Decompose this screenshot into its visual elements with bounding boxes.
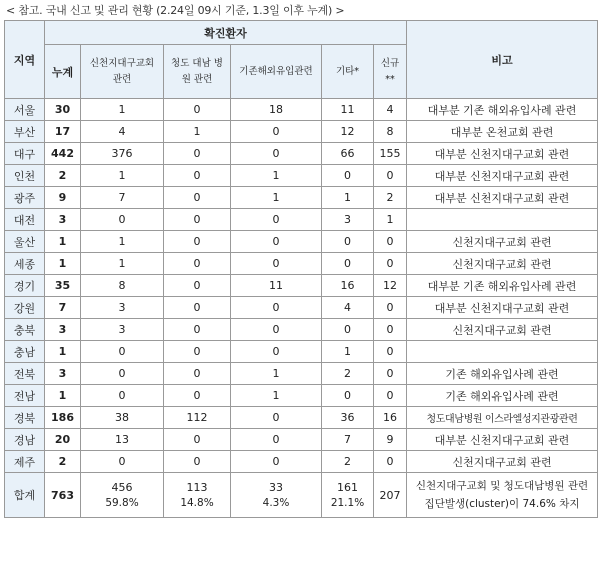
cell-cheongdo: 0 [164,297,231,319]
cell-cheongdo-total [164,473,231,518]
value: 456 [111,481,133,494]
cell-overseas: 0 [231,297,322,319]
cell-region: 대전 [5,209,45,231]
cell-total: 17 [45,121,81,143]
cell-note: 청도대남병원 이스라엘성지관광관련 [407,407,598,429]
cell-region: 충북 [5,319,45,341]
table-row [5,143,598,165]
cell-new: 0 [374,165,407,187]
cell-shincheonji: 13 [81,429,164,451]
cell-cheongdo: 0 [164,451,231,473]
percent: 21.1% [330,497,365,509]
cell-cheongdo: 0 [164,319,231,341]
cell-other: 1 [322,341,374,363]
cell-cheongdo: 0 [164,341,231,363]
table-caption: < 참고. 국내 신고 및 관리 현황 (2.24일 09시 기준, 1.3일 이후 누계) > [6,4,345,17]
cell-other: 4 [322,297,374,319]
cell-other: 0 [322,385,374,407]
table-row [5,341,598,363]
table-row [5,187,598,209]
cell-cheongdo: 0 [164,99,231,121]
cell-overseas: 1 [231,363,322,385]
cell-cheongdo: 0 [164,187,231,209]
cell-total: 7 [45,297,81,319]
header-total: 누계 [45,45,81,99]
value: 113 [186,481,208,494]
table-row [5,385,598,407]
cell-other: 12 [322,121,374,143]
cell-region: 강원 [5,297,45,319]
table-row [5,319,598,341]
cell-new: 0 [374,297,407,319]
cell-new-total: 207 [374,473,407,518]
cell-other: 2 [322,363,374,385]
cell-overseas: 0 [231,143,322,165]
cell-new: 0 [374,341,407,363]
cell-new: 0 [374,385,407,407]
cell-cheongdo: 1 [164,121,231,143]
cell-overseas: 0 [231,451,322,473]
cell-total: 3 [45,209,81,231]
cell-overseas: 0 [231,231,322,253]
cell-region: 부산 [5,121,45,143]
header-new: 신규 ** [374,45,407,99]
cell-region: 광주 [5,187,45,209]
cell-shincheonji: 376 [81,143,164,165]
table-row [5,297,598,319]
cell-cheongdo: 0 [164,385,231,407]
cell-other: 2 [322,451,374,473]
cell-total: 1 [45,231,81,253]
cell-note: 대부분 기존 해외유입사례 관련 [407,275,598,297]
cell-total: 35 [45,275,81,297]
percent: 4.3% [262,497,290,509]
cell-cheongdo: 0 [164,143,231,165]
cell-new: 0 [374,231,407,253]
cell-total: 1 [45,253,81,275]
cell-total: 3 [45,363,81,385]
header-other: 기타* [322,45,374,99]
cell-total: 9 [45,187,81,209]
table-row [5,121,598,143]
cell-total: 186 [45,407,81,429]
cell-note: 기존 해외유입사례 관련 [407,385,598,407]
table-row [5,231,598,253]
cell-new: 0 [374,319,407,341]
cell-shincheonji: 7 [81,187,164,209]
cell-region: 경남 [5,429,45,451]
cell-overseas: 18 [231,99,322,121]
header-confirmed-group: 확진환자 [45,21,407,45]
cell-note: 대부분 온천교회 관련 [407,121,598,143]
header-shincheonji: 신천지대구교회 관련 [81,45,164,99]
table-row [5,429,598,451]
cell-overseas: 0 [231,319,322,341]
cell-note: 대부분 신천지대구교회 관련 [407,297,598,319]
cell-overseas: 0 [231,429,322,451]
cell-shincheonji: 0 [81,385,164,407]
header-region: 지역 [5,21,45,99]
cell-note-total: 신천지대구교회 및 청도대남병원 관련 집단발생(cluster)이 74.6% 차지 [407,473,598,518]
cell-region: 제주 [5,451,45,473]
table-row [5,253,598,275]
cell-total: 3 [45,319,81,341]
cell-overseas: 11 [231,275,322,297]
cell-shincheonji: 8 [81,275,164,297]
cell-cheongdo: 0 [164,209,231,231]
cell-total: 2 [45,165,81,187]
cell-other: 16 [322,275,374,297]
cell-other: 36 [322,407,374,429]
cell-note: 신천지대구교회 관련 [407,319,598,341]
cell-shincheonji: 0 [81,209,164,231]
cell-overseas-total [231,473,322,518]
cell-overseas: 0 [231,407,322,429]
cell-region: 인천 [5,165,45,187]
cell-shincheonji: 1 [81,253,164,275]
header-cheongdo: 청도 대남 병원 관련 [164,45,231,99]
cell-cheongdo: 0 [164,363,231,385]
cell-new: 1 [374,209,407,231]
cell-other: 7 [322,429,374,451]
cell-note [407,209,598,231]
cell-shincheonji: 3 [81,319,164,341]
value: 33 [269,481,283,494]
cell-shincheonji: 0 [81,363,164,385]
cell-note: 대부분 신천지대구교회 관련 [407,187,598,209]
cell-total-sum: 763 [45,473,81,518]
cell-note: 신천지대구교회 관련 [407,253,598,275]
cell-new: 4 [374,99,407,121]
cell-new: 12 [374,275,407,297]
cell-other: 0 [322,165,374,187]
cell-cheongdo: 0 [164,275,231,297]
cell-overseas: 1 [231,385,322,407]
cell-region: 경기 [5,275,45,297]
cell-overseas: 0 [231,341,322,363]
confirmed-cases-table [4,20,598,518]
cell-other: 66 [322,143,374,165]
cell-cheongdo: 0 [164,165,231,187]
cell-total: 20 [45,429,81,451]
cell-total: 1 [45,341,81,363]
table-row [5,363,598,385]
cell-other-total [322,473,374,518]
cell-cheongdo: 0 [164,231,231,253]
cell-new: 16 [374,407,407,429]
cell-other: 0 [322,231,374,253]
cell-region-total: 합계 [5,473,45,518]
cell-cheongdo: 0 [164,253,231,275]
cell-new: 0 [374,451,407,473]
percent: 14.8% [180,497,214,509]
cell-other: 1 [322,187,374,209]
cell-region: 전남 [5,385,45,407]
cell-new: 8 [374,121,407,143]
cell-region: 대구 [5,143,45,165]
cell-overseas: 0 [231,253,322,275]
cell-shincheonji: 1 [81,231,164,253]
cell-shincheonji: 3 [81,297,164,319]
cell-new: 0 [374,363,407,385]
header-overseas: 기존해외유입관련 [231,45,322,99]
table-row [5,451,598,473]
cell-overseas: 0 [231,209,322,231]
total-row [5,473,598,518]
cell-region: 경북 [5,407,45,429]
cell-note: 대부분 신천지대구교회 관련 [407,143,598,165]
cell-other: 0 [322,319,374,341]
cell-other: 11 [322,99,374,121]
cell-shincheonji-total [81,473,164,518]
cell-new: 2 [374,187,407,209]
cell-other: 0 [322,253,374,275]
cell-shincheonji: 4 [81,121,164,143]
cell-shincheonji: 1 [81,165,164,187]
cell-note: 기존 해외유입사례 관련 [407,363,598,385]
cell-new: 9 [374,429,407,451]
cell-note: 대부분 기존 해외유입사례 관련 [407,99,598,121]
cell-shincheonji: 38 [81,407,164,429]
cell-cheongdo: 0 [164,429,231,451]
cell-note: 대부분 신천지대구교회 관련 [407,429,598,451]
cell-region: 울산 [5,231,45,253]
table-row [5,275,598,297]
cell-other: 3 [322,209,374,231]
table-row [5,99,598,121]
cell-total: 2 [45,451,81,473]
header-note: 비고 [407,21,598,99]
percent: 59.8% [105,497,139,509]
cell-new: 0 [374,253,407,275]
cell-region: 충남 [5,341,45,363]
cell-note: 신천지대구교회 관련 [407,451,598,473]
cell-shincheonji: 1 [81,99,164,121]
cell-cheongdo: 112 [164,407,231,429]
cell-note: 대부분 신천지대구교회 관련 [407,165,598,187]
cell-overseas: 1 [231,165,322,187]
cell-total: 30 [45,99,81,121]
value: 161 [337,481,358,494]
cell-region: 서울 [5,99,45,121]
cell-total: 442 [45,143,81,165]
table-row [5,165,598,187]
cell-total: 1 [45,385,81,407]
cell-shincheonji: 0 [81,451,164,473]
cell-note: 신천지대구교회 관련 [407,231,598,253]
cell-overseas: 0 [231,121,322,143]
cell-note [407,341,598,363]
cell-overseas: 1 [231,187,322,209]
cell-region: 세종 [5,253,45,275]
table-row [5,209,598,231]
cell-shincheonji: 0 [81,341,164,363]
cell-new: 155 [374,143,407,165]
cell-region: 전북 [5,363,45,385]
table-row [5,407,598,429]
